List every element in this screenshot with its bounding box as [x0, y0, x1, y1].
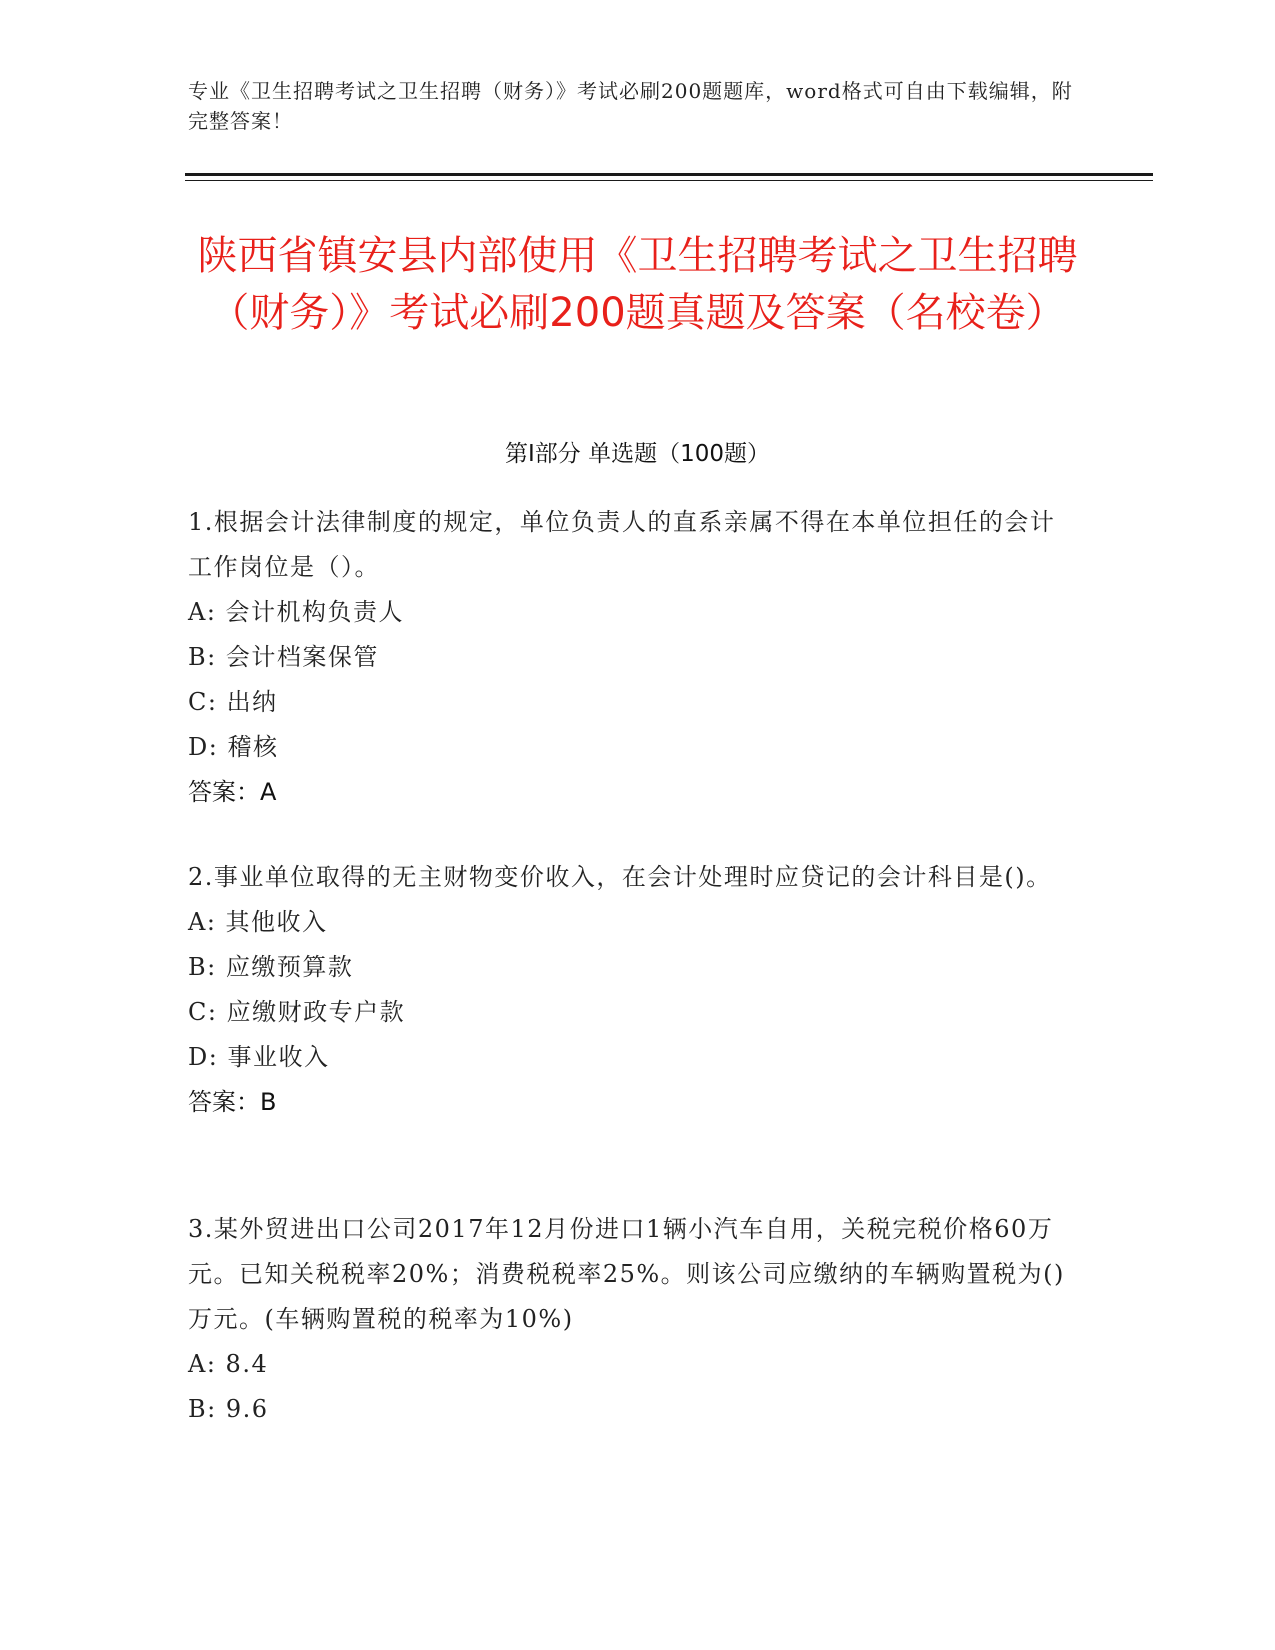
answer: 答案：B [188, 1088, 277, 1116]
question-3 [188, 1207, 1068, 1432]
header-divider-thin [185, 180, 1153, 181]
question-stem: 1.根据会计法律制度的规定，单位负责人的直系亲属不得在本单位担任的会计工作岗位是（）。 [188, 508, 1056, 581]
question-stem: 3.某外贸进出口公司2017年12月份进口1辆小汽车自用，关税完税价格60万元。已知关税税率20%；消费税税率25%。则该公司应缴纳的车辆购置税为()万元。(车辆购置税的税率为10%) [188, 1215, 1065, 1333]
intro-text: 专业《卫生招聘考试之卫生招聘（财务）》考试必刷200题题库，word格式可自由下载编辑，附完整答案！ [188, 79, 1073, 133]
option-b: B: 9.6 [188, 1395, 269, 1423]
option-a: A: 其他收入 [188, 908, 328, 936]
option-b: B: 应缴预算款 [188, 953, 354, 981]
document-title: 陕西省镇安县内部使用《卫生招聘考试之卫生招聘（财务）》考试必刷200题真题及答案（名校卷） [197, 233, 1078, 336]
option-b: B: 会计档案保管 [188, 643, 379, 671]
option-c: C: 应缴财政专户款 [188, 998, 406, 1026]
option-a: A: 会计机构负责人 [188, 598, 405, 626]
option-c: C: 出纳 [188, 688, 278, 716]
option-d: D: 事业收入 [188, 1043, 330, 1071]
question-stem: 2.事业单位取得的无主财物变价收入，在会计处理时应贷记的会计科目是()。 [188, 863, 1052, 891]
option-d: D: 稽核 [188, 733, 279, 761]
section-title: 第Ⅰ部分 单选题（100题） [505, 441, 770, 467]
question-1 [188, 500, 1068, 815]
question-2 [188, 855, 1068, 1125]
answer: 答案：A [188, 778, 277, 806]
header-divider-thick [185, 173, 1153, 176]
option-a: A: 8.4 [188, 1350, 269, 1378]
